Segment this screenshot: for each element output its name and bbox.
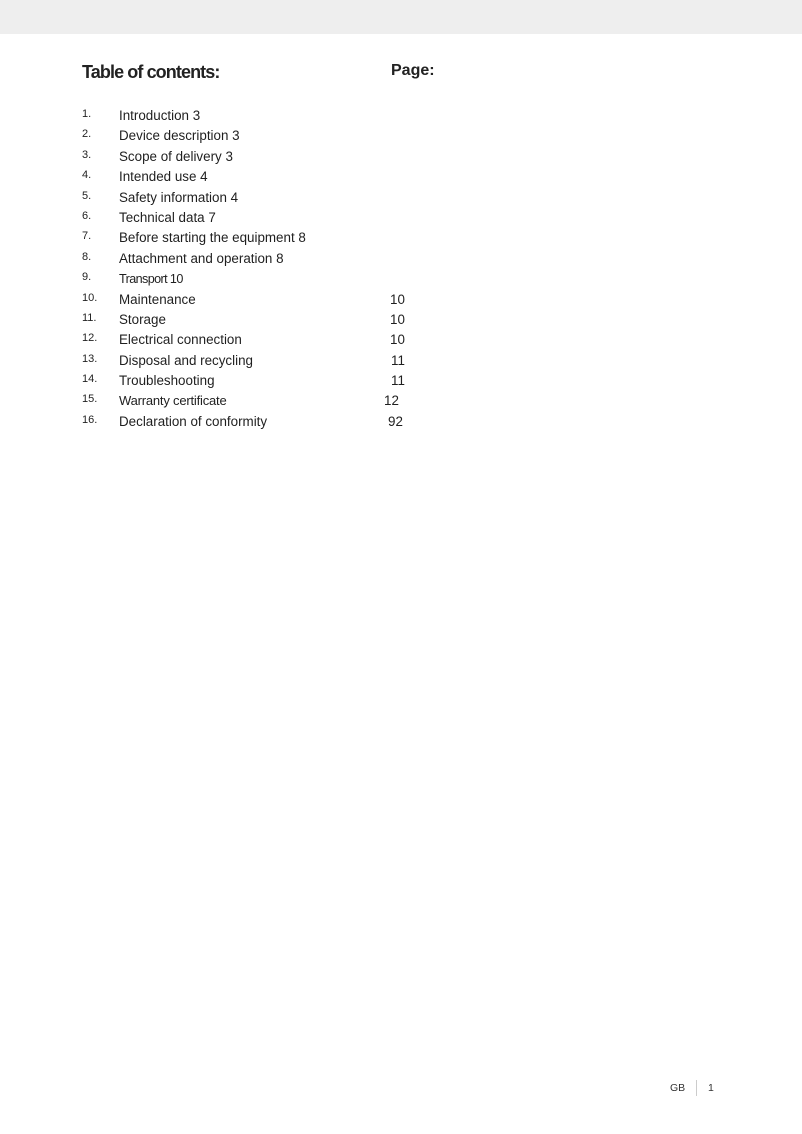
footer-language-code: GB <box>670 1082 686 1094</box>
toc-entry-title: Scope of delivery 3 <box>119 148 233 164</box>
toc-entry-title: Storage <box>119 311 166 327</box>
toc-entry-title: Introduction 3 <box>119 108 201 123</box>
toc-entry-number: 1. <box>82 108 92 120</box>
toc-entry-number: 3. <box>82 148 92 161</box>
toc-entry-title: Troubleshooting <box>119 373 215 389</box>
toc-entry-electrical-connection <box>82 330 482 350</box>
toc-entry-number: 13. <box>82 352 98 365</box>
toc-entry-title: Electrical connection <box>119 332 242 348</box>
footer-divider <box>696 1080 697 1096</box>
toc-entry-title: Technical data 7 <box>119 209 216 225</box>
toc-entry-warranty-certificate <box>82 391 482 411</box>
toc-entry-title: Intended use 4 <box>119 169 208 185</box>
toc-entry-attachment-and-operation <box>82 249 482 269</box>
toc-entry-number: 10. <box>82 291 98 304</box>
toc-entry-technical-data <box>82 208 482 228</box>
toc-entry-number: 6. <box>82 209 92 222</box>
page-column-heading: Page: <box>391 62 435 79</box>
toc-entry-transport <box>82 269 482 289</box>
toc-entry-number: 5. <box>82 189 92 202</box>
toc-entry-number: 15. <box>82 393 98 406</box>
toc-entry-title: Declaration of conformity <box>119 413 268 429</box>
toc-entry-introduction <box>82 106 482 126</box>
toc-entry-number: 12. <box>82 332 98 345</box>
toc-entry-title: Attachment and operation 8 <box>119 250 284 266</box>
toc-list <box>82 106 482 432</box>
toc-entry-scope-of-delivery <box>82 147 482 167</box>
toc-entry-page: 10 <box>390 311 405 327</box>
toc-entry-safety-information <box>82 188 482 208</box>
toc-entry-page: 12 <box>384 393 399 409</box>
toc-entry-number: 8. <box>82 250 92 263</box>
toc-entry-number: 16. <box>82 413 98 426</box>
toc-entry-maintenance <box>82 290 482 310</box>
toc-entry-number: 11. <box>82 311 97 324</box>
toc-entry-disposal-and-recycling <box>82 351 482 371</box>
toc-entry-storage <box>82 310 482 330</box>
toc-entry-title: Warranty certificate <box>119 393 227 409</box>
toc-entry-troubleshooting <box>82 371 482 391</box>
toc-entry-before-starting <box>82 228 482 248</box>
toc-entry-title: Maintenance <box>119 291 196 307</box>
toc-heading: Table of contents: <box>82 62 220 82</box>
toc-entry-page: 10 <box>390 291 405 307</box>
toc-entry-declaration-of-conformity <box>82 412 482 432</box>
toc-entry-title: Disposal and recycling <box>119 352 253 368</box>
footer-page-number: 1 <box>708 1082 714 1094</box>
toc-entry-number: 4. <box>82 169 92 182</box>
page-top-band <box>0 0 802 34</box>
toc-entry-number: 14. <box>82 373 98 386</box>
toc-entry-page: 11 <box>391 373 405 389</box>
toc-entry-device-description <box>82 126 482 146</box>
toc-entry-title: Safety information 4 <box>119 189 239 205</box>
toc-entry-page: 11 <box>391 352 405 368</box>
toc-entry-number: 2. <box>82 128 92 141</box>
toc-entry-number: 7. <box>82 230 92 243</box>
toc-entry-number: 9. <box>82 271 92 284</box>
toc-entry-intended-use <box>82 167 482 187</box>
toc-entry-page: 10 <box>390 332 405 348</box>
toc-entry-title: Transport 10 <box>119 272 183 287</box>
toc-entry-title: Device description 3 <box>119 128 240 144</box>
toc-entry-page: 92 <box>388 413 403 429</box>
toc-entry-title: Before starting the equipment 8 <box>119 230 306 246</box>
